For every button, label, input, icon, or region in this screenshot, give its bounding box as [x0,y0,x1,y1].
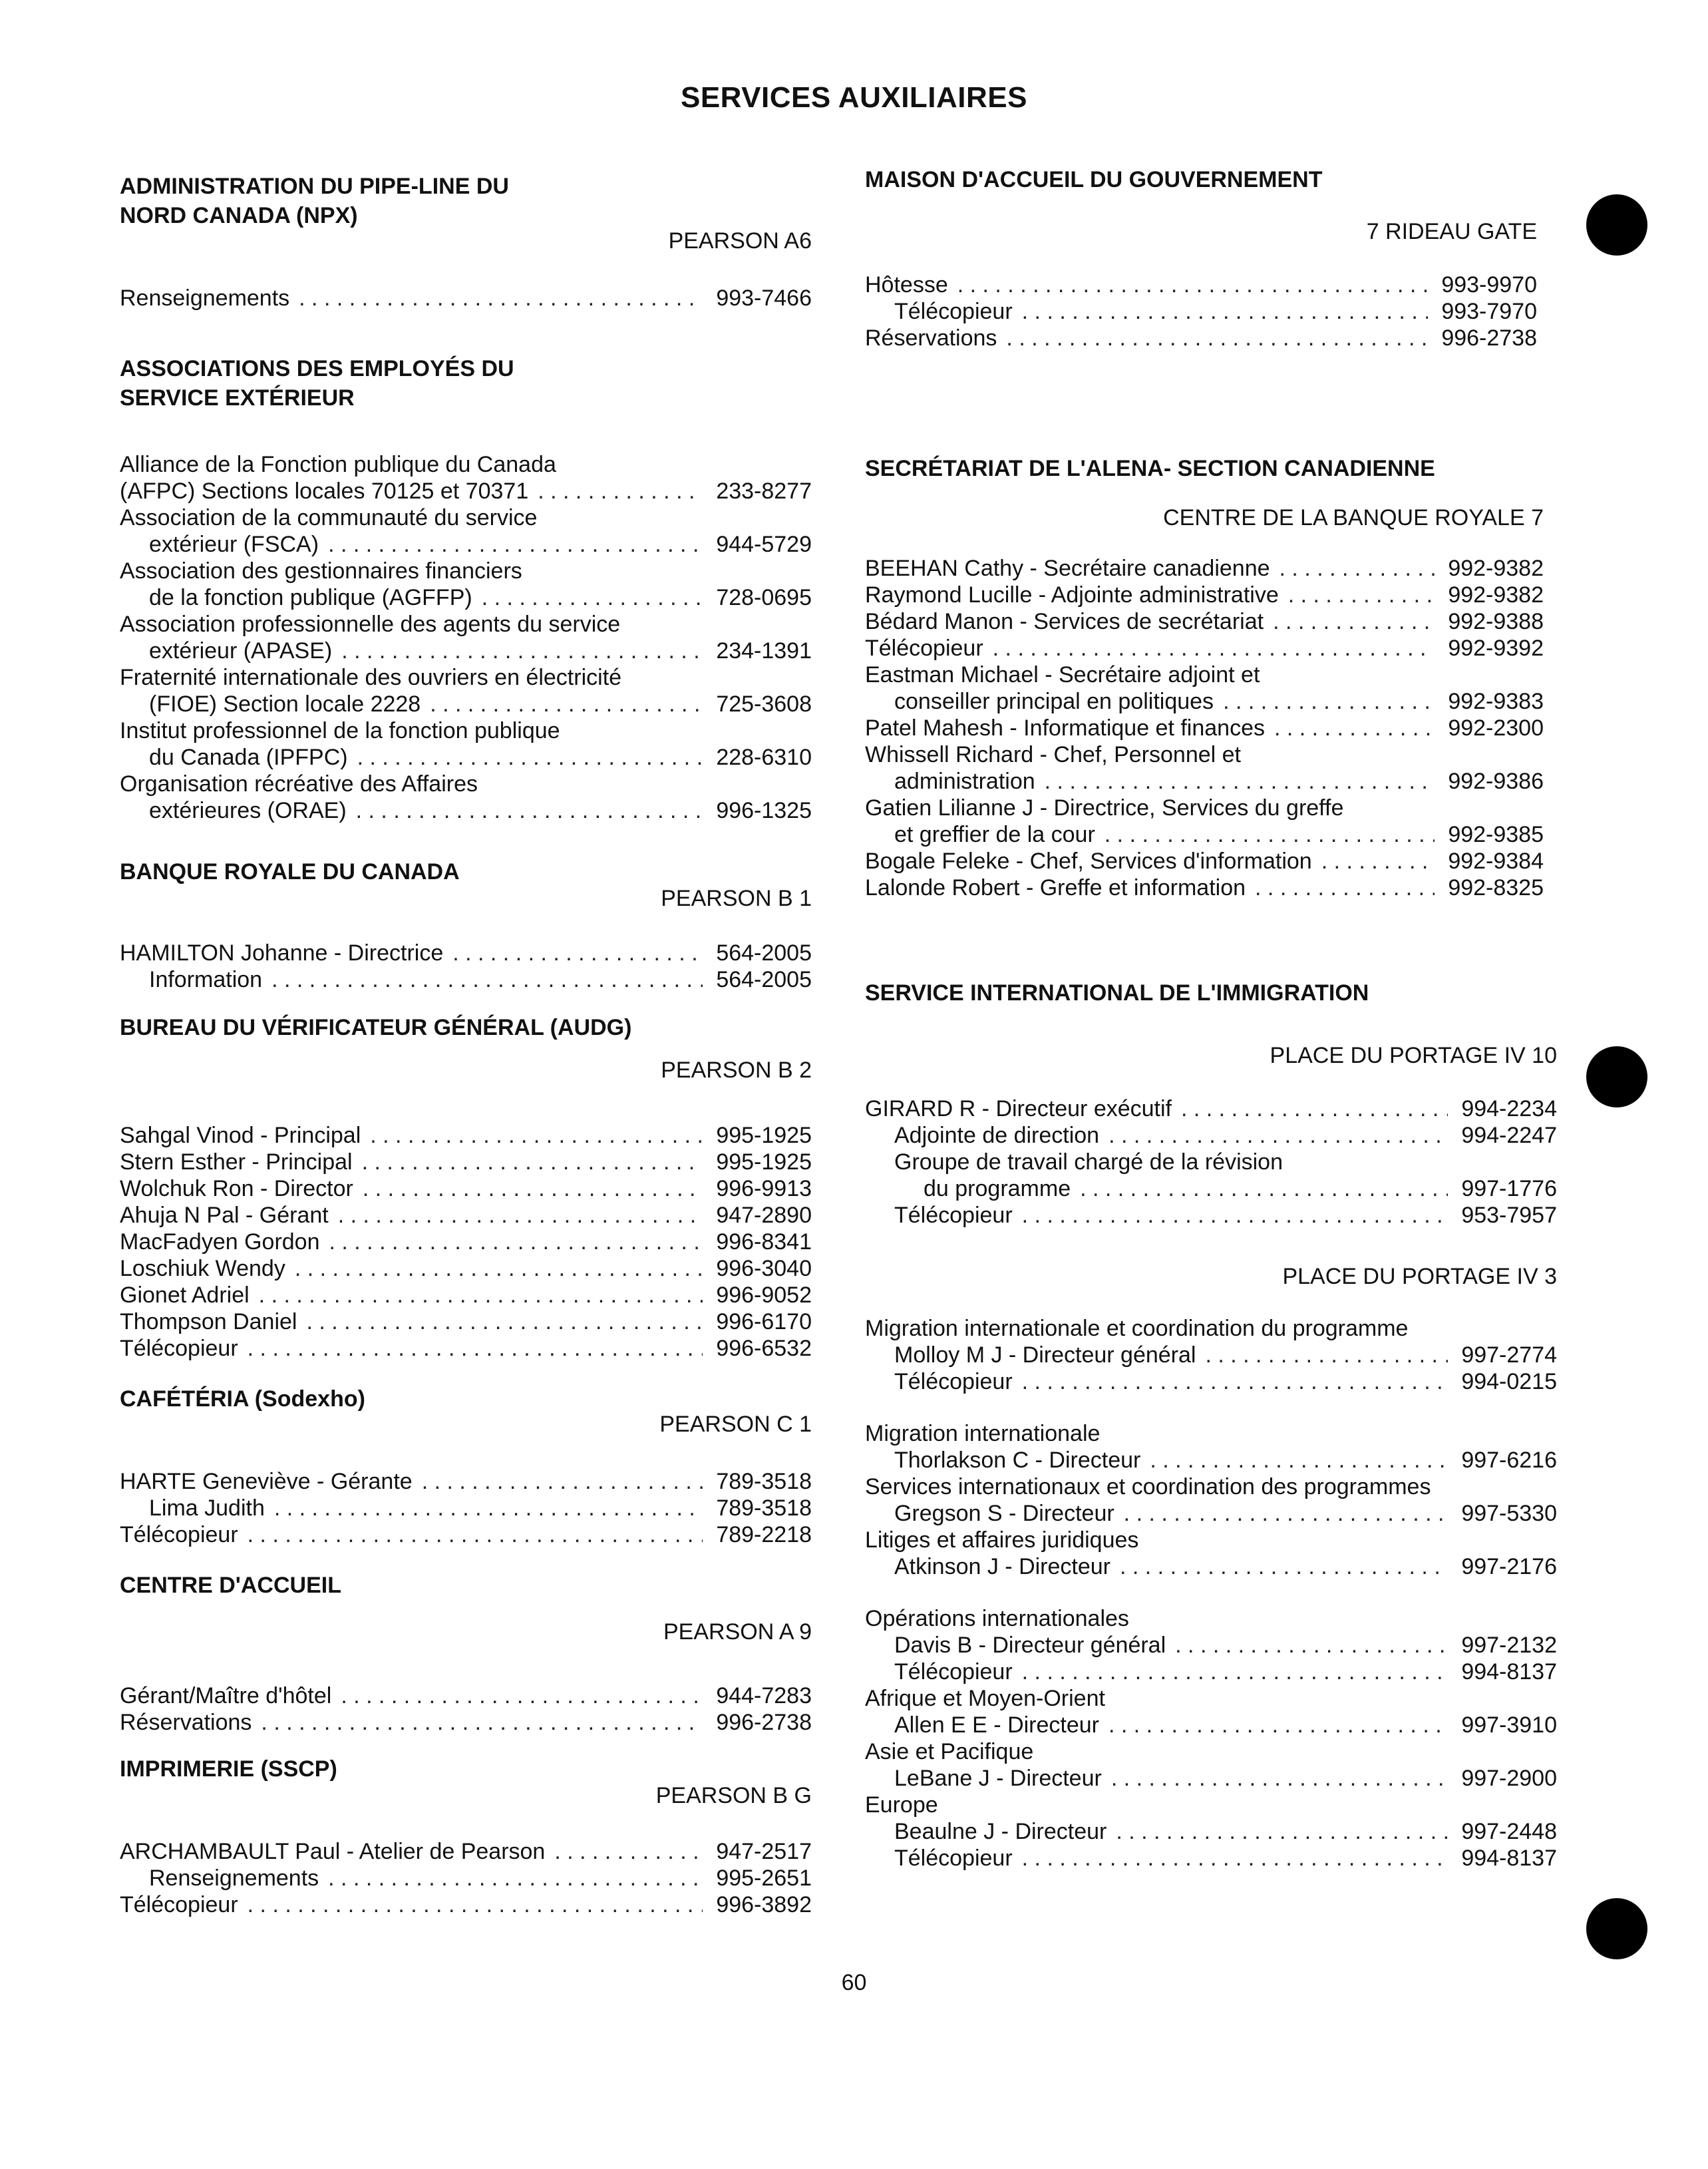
phone-number: 994-2234 [1461,1096,1557,1121]
unit-heading: Litiges et affaires juridiques [865,1527,1139,1553]
directory-row [865,582,1544,608]
entry-label: Fraternité internationale des ouvriers en électricité [120,665,622,690]
unit-heading: Migration internationale et coordination du programme [865,1316,1409,1341]
unit-heading: Europe [865,1792,938,1818]
entry-label: extérieur (APASE) [149,638,333,664]
phone-number: 992-9388 [1448,609,1544,634]
entry-label: Molloy M J - Directeur général [894,1342,1196,1368]
entry-label: Stern Esther - Principal [120,1149,353,1175]
entry-label: Gionet Adriel [120,1282,250,1308]
directory-row [120,966,812,993]
directory-row [120,1891,812,1918]
unit-heading: Services internationaux et coordination des programmes [865,1474,1431,1499]
section-location: 7 RIDEAU GATE [1366,219,1537,244]
directory-row [865,1553,1557,1580]
directory-row [120,584,812,611]
entry-label: et greffier de la cour [894,822,1095,847]
association-entry [120,664,812,717]
section-title: BANQUE ROYALE DU CANADA [120,859,460,885]
directory-row [120,1682,812,1709]
entry-label: Renseignements [149,1866,319,1891]
entry-label: (AFPC) Sections locales 70125 et 70371 [120,479,529,504]
entry-label: GIRARD R - Directeur exécutif [865,1096,1172,1121]
directory-row [120,1865,812,1891]
directory-row [865,298,1537,325]
unit-heading: Asie et Pacifique [865,1739,1034,1764]
entry-label: Association de la communauté du service [120,505,538,530]
directory-row [865,688,1544,715]
section-banque-royale [120,857,812,993]
phone-number: 564-2005 [716,940,812,966]
phone-number: 789-2218 [716,1522,812,1547]
directory-row [865,821,1544,848]
phone-number: 995-1925 [716,1123,812,1148]
entry-label: Télécopieur [865,636,983,661]
page-number: 60 [841,1970,867,1995]
section-location: PLACE DU PORTAGE IV 10 [1270,1043,1557,1068]
section-location: PEARSON A6 [668,228,812,254]
entry-label: ARCHAMBAULT Paul - Atelier de Pearson [120,1839,546,1864]
entry-label: Thompson Daniel [120,1309,297,1334]
punch-hole-icon [1586,194,1647,256]
entry-label: Atkinson J - Directeur [894,1554,1110,1579]
entry-label: Lalonde Robert - Greffe et information [865,875,1246,900]
phone-number: 996-6532 [716,1336,812,1361]
directory-row [120,1335,812,1362]
directory-row [865,715,1544,741]
punch-hole-icon [1586,1898,1647,1959]
phone-number: 996-9052 [716,1282,812,1308]
entry-label: Ahuja N Pal - Gérant [120,1203,329,1228]
entry-label: Hôtesse [865,272,948,297]
entry-label: Bédard Manon - Services de secrétariat [865,609,1264,634]
section-title: SERVICE EXTÉRIEUR [120,385,355,411]
phone-number: 996-1325 [716,798,812,823]
association-entry [120,558,812,611]
directory-row [865,555,1544,582]
section-title: CAFÉTÉRIA (Sodexho) [120,1386,365,1412]
phone-number: 947-2890 [716,1203,812,1228]
directory-row [865,1500,1557,1527]
phone-number: 997-1776 [1461,1176,1557,1201]
section-title: CENTRE D'ACCUEIL [120,1573,341,1598]
association-entry [120,451,812,504]
entry-label: MacFadyen Gordon [120,1229,320,1255]
directory-row [120,744,812,771]
directory-row [120,531,812,558]
entry-label: Raymond Lucille - Adjointe administrative [865,582,1279,608]
section-location: PEARSON B G [655,1783,812,1808]
section-maison-accueil [865,165,1537,351]
directory-row [120,1521,812,1548]
phone-number: 992-9392 [1448,636,1544,661]
phone-number: 994-2247 [1461,1123,1557,1148]
phone-number: 953-7957 [1461,1203,1557,1228]
entry-label: Association professionnelle des agents du service [120,612,621,637]
entry-label: extérieur (FSCA) [149,532,319,557]
directory-row [120,1709,812,1736]
section-imprimerie [120,1754,812,1918]
entry-label: Télécopieur [894,1846,1013,1871]
entry-label: Bogale Feleke - Chef, Services d'information [865,849,1312,874]
phone-number: 233-8277 [716,479,812,504]
directory-row [120,1122,812,1149]
directory-row [120,691,812,717]
directory-row [120,1175,812,1202]
phone-number: 725-3608 [716,691,812,717]
entry-label: Réservations [120,1710,252,1735]
section-immigration [865,978,1557,1872]
section-location: PLACE DU PORTAGE IV 3 [1282,1264,1557,1289]
unit-heading: Opérations internationales [865,1606,1129,1631]
entry-label: Davis B - Directeur général [894,1633,1166,1658]
phone-number: 992-9382 [1448,582,1544,608]
section-location: CENTRE DE LA BANQUE ROYALE 7 [1163,505,1544,530]
directory-row [865,1659,1557,1685]
entry-label: LeBane J - Directeur [894,1766,1102,1791]
phone-number: 992-9383 [1448,689,1544,714]
phone-number: 995-1925 [716,1149,812,1175]
association-entry [120,771,812,824]
phone-number: 996-8341 [716,1229,812,1255]
entry-label: Beaulne J - Directeur [894,1819,1107,1844]
phone-number: 997-2900 [1461,1766,1557,1791]
association-entry [120,717,812,771]
entry-label: Institut professionnel de la fonction publique [120,718,560,743]
entry-label: Patel Mahesh - Informatique et finances [865,715,1265,741]
phone-number: 996-2738 [1441,325,1537,351]
phone-number: 947-2517 [716,1839,812,1864]
entry-label: de la fonction publique (AGFFP) [149,585,472,610]
directory-row [865,1368,1557,1395]
entry-label: Allen E E - Directeur [894,1712,1099,1738]
phone-number: 996-2738 [716,1710,812,1735]
phone-number: 997-5330 [1461,1501,1557,1526]
directory-row [120,1255,812,1282]
directory-row [865,608,1544,635]
entry-label: Lima Judith [149,1495,265,1521]
entry-label: Télécopieur [894,299,1013,324]
directory-row [120,940,812,966]
directory-row [865,272,1537,298]
phone-number: 997-2176 [1461,1554,1557,1579]
entry-label: Gatien Lilianne J - Directrice, Services du greffe [865,795,1344,821]
directory-row [120,1308,812,1335]
directory-row [120,1838,812,1865]
entry-label: Télécopieur [120,1892,238,1917]
directory-row [865,1712,1557,1738]
entry-label: Eastman Michael - Secrétaire adjoint et [865,662,1260,688]
phone-number: 997-2774 [1461,1342,1557,1368]
entry-label: Renseignements [120,286,290,311]
phone-number: 993-7970 [1441,299,1537,324]
section-title: BUREAU DU VÉRIFICATEUR GÉNÉRAL (AUDG) [120,1015,632,1040]
directory-row [865,1845,1557,1872]
directory-row [865,1175,1557,1202]
section-alena [865,454,1544,901]
entry-label: Alliance de la Fonction publique du Canada [120,452,556,477]
directory-row [120,797,812,824]
entry-label: Wolchuk Ron - Director [120,1176,353,1201]
entry-label: BEEHAN Cathy - Secrétaire canadienne [865,556,1270,581]
phone-number: 789-3518 [716,1495,812,1521]
entry-label: Association des gestionnaires financiers [120,558,522,584]
association-entry [120,504,812,558]
phone-number: 994-8137 [1461,1659,1557,1684]
phone-number: 996-9913 [716,1176,812,1201]
section-title: NORD CANADA (NPX) [120,203,358,228]
section-npx [120,172,812,311]
phone-number: 789-3518 [716,1469,812,1494]
directory-row [120,1468,812,1495]
directory-row [120,1229,812,1255]
section-location: PEARSON B 2 [661,1058,812,1083]
section-associations [120,354,812,824]
directory-row [865,1632,1557,1659]
phone-number: 995-2651 [716,1866,812,1891]
directory-row [865,1342,1557,1368]
phone-number: 996-3892 [716,1892,812,1917]
section-location: PEARSON A 9 [663,1619,812,1645]
phone-number: 992-2300 [1448,715,1544,741]
entry-label: administration [894,769,1035,794]
section-location: PEARSON C 1 [659,1412,812,1437]
entry-label: HARTE Geneviève - Gérante [120,1469,413,1494]
entry-label: Organisation récréative des Affaires [120,771,478,797]
directory-row [120,1202,812,1229]
directory-row [865,848,1544,875]
directory-row [120,285,812,311]
directory-row [865,875,1544,901]
unit-heading: Afrique et Moyen-Orient [865,1686,1105,1711]
phone-number: 997-6216 [1461,1448,1557,1473]
phone-number: 992-9384 [1448,849,1544,874]
directory-row [865,1095,1557,1122]
section-title: SECRÉTARIAT DE L'ALENA- SECTION CANADIENNE [865,456,1435,481]
phone-number: 996-3040 [716,1256,812,1281]
directory-row [865,1447,1557,1474]
entry-label: du Canada (IPFPC) [149,745,348,770]
directory-row [120,638,812,664]
phone-number: 228-6310 [716,745,812,770]
section-title: IMPRIMERIE (SSCP) [120,1756,337,1782]
directory-row [865,325,1537,351]
phone-number: 992-9382 [1448,556,1544,581]
phone-number: 994-8137 [1461,1846,1557,1871]
entry-label: Sahgal Vinod - Principal [120,1123,361,1148]
entry-label: Thorlakson C - Directeur [894,1448,1141,1473]
entry-label: du programme [924,1176,1071,1201]
directory-row [865,1202,1557,1229]
directory-row [865,1765,1557,1792]
phone-number: 997-2448 [1461,1819,1557,1844]
association-entry [120,611,812,664]
directory-row [865,1122,1557,1149]
directory-row [865,768,1544,795]
phone-number: 564-2005 [716,967,812,992]
section-title: SERVICE INTERNATIONAL DE L'IMMIGRATION [865,980,1369,1006]
directory-row [120,1149,812,1175]
phone-number: 994-0215 [1461,1369,1557,1394]
entry-label: Réservations [865,325,997,351]
section-title: ADMINISTRATION DU PIPE-LINE DU [120,174,509,199]
punch-hole-icon [1586,1046,1647,1107]
directory-row [865,1818,1557,1845]
entry-label: Télécopieur [894,1203,1013,1228]
entry-label: Adjointe de direction [894,1123,1100,1148]
entry-label: Groupe de travail chargé de la révision [894,1149,1283,1175]
entry-label: Information [149,967,263,992]
section-title: ASSOCIATIONS DES EMPLOYÉS DU [120,356,514,381]
directory-row [120,1495,812,1521]
entry-label: extérieures (ORAE) [149,798,347,823]
unit-heading: Migration internationale [865,1421,1101,1446]
phone-number: 992-9386 [1448,769,1544,794]
entry-label: Télécopieur [894,1659,1013,1684]
phone-number: 944-7283 [716,1683,812,1708]
entry-label: conseiller principal en politiques [894,689,1214,714]
phone-number: 992-8325 [1448,875,1544,900]
phone-number: 993-9970 [1441,272,1537,297]
entry-label: Télécopieur [894,1369,1013,1394]
directory-row [120,478,812,504]
phone-number: 234-1391 [716,638,812,664]
phone-number: 993-7466 [716,286,812,311]
page-title: SERVICES AUXILIAIRES [680,81,1027,114]
phone-number: 997-2132 [1461,1633,1557,1658]
phone-number: 997-3910 [1461,1712,1557,1738]
entry-label: Gregson S - Directeur [894,1501,1114,1526]
section-location: PEARSON B 1 [661,886,812,911]
entry-label: Télécopieur [120,1522,238,1547]
entry-label: Gérant/Maître d'hôtel [120,1683,332,1708]
entry-label: Télécopieur [120,1336,238,1361]
entry-label: (FIOE) Section locale 2228 [149,691,421,717]
entry-label: Whissell Richard - Chef, Personnel et [865,742,1242,767]
phone-number: 996-6170 [716,1309,812,1334]
section-cafeteria [120,1384,812,1548]
directory-row [120,1282,812,1308]
phone-number: 944-5729 [716,532,812,557]
entry-label: Loschiuk Wendy [120,1256,285,1281]
section-audg [120,1013,812,1362]
directory-row [865,635,1544,662]
entry-label: HAMILTON Johanne - Directrice [120,940,444,966]
phone-number: 728-0695 [716,585,812,610]
phone-number: 992-9385 [1448,822,1544,847]
section-centre-accueil [120,1571,812,1736]
section-title: MAISON D'ACCUEIL DU GOUVERNEMENT [865,167,1323,192]
